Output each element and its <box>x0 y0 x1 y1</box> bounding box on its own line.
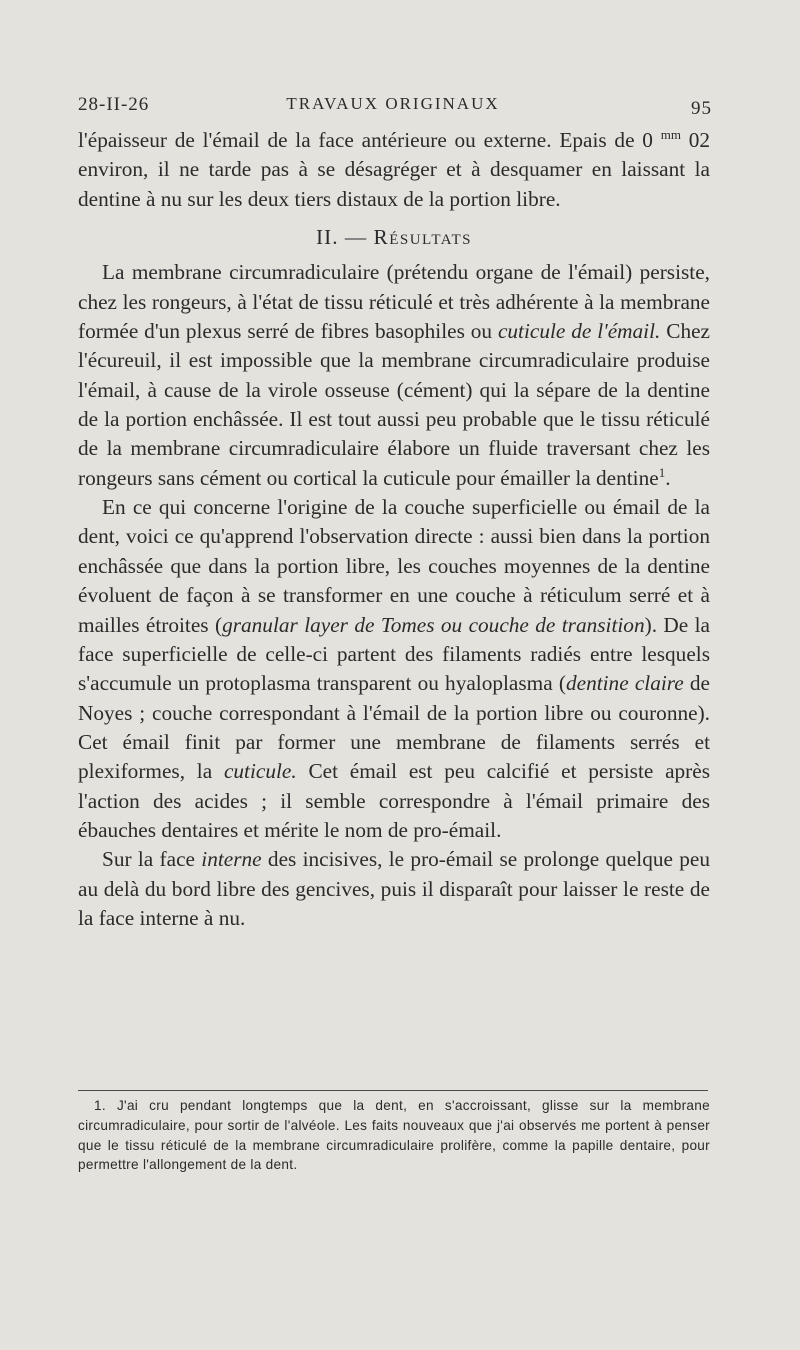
paragraph-1: l'épaisseur de l'émail de la face antérieure ou externe. Epais de 0 $^{mm}$ 02 environ, il ne tarde pas à se désagréger et à desquamer en laissant la dentine à nu sur les deux tiers distaux de la portion libre. <box>78 126 710 211</box>
unit-superscript: mm <box>660 126 681 142</box>
body-text <box>78 126 710 933</box>
paragraph-3: En ce qui concerne l'origine de la couche superficielle ou émail de la dent, voici ce qu'apprend l'observation directe : aussi bien dans la portion enchâssée que dans la portion libre, les couches moyennes de la dentine évoluent de façon à se transformer en une couche à réticulum serré et à mailles étroites (granular layer de Tomes ou couche de transition). De la face superficielle de celle-ci partent des filaments radiés entre lesquels s'accumule un protoplasma transparent ou hyaloplasma (dentine claire de Noyes ; couche correspondant à l'émail de la portion libre ou couronne). Cet émail finit par former une membrane de filaments serrés et plexiformes, la cuticule. Cet émail est peu calcifié et persiste après l'action des acides ; il semble correspondre à l'émail primaire des ébauches dentaires et mérite le nom de pro-émail. <box>78 495 711 842</box>
header-date: 28-II-26 <box>78 94 150 115</box>
footnote-text: 1. J'ai cru pendant longtemps que la dent, en s'accroissant, glisse sur la membrane circumradiculaire, pour sortir de l'alvéole. Les faits nouveaux que j'ai observés me portent à penser que le tissu réticulé de la membrane circumradiculaire prolifère, comme la papille dentaire, pour permettre l'allongement de la dent. <box>78 1098 710 1173</box>
header-title: TRAVAUX ORIGINAUX <box>286 94 500 113</box>
running-header <box>78 94 712 122</box>
section-heading: II. — Résultats <box>316 225 472 250</box>
footnote-ref: 1 <box>658 464 666 480</box>
page-number: 95 <box>691 98 712 119</box>
footnote <box>78 1096 710 1175</box>
paragraph-4: Sur la face interne des incisives, le pro-émail se prolonge quelque peu au delà du bord libre des gencives, puis il disparaît pour laisser le reste de la face interne à nu. <box>78 847 710 930</box>
paragraph-2: La membrane circumradiculaire (prétendu organe de l'émail) persiste, chez les rongeurs, à l'état de tissu réticulé et très adhérente à la membrane formée d'un plexus serré de fibres basophiles ou cuticule de l'émail. Chez l'écureuil, il est impossible que la membrane circumradiculaire produise l'émail, à cause de la virole osseuse (cément) qui la sépare de la dentine de la portion enchâssée. Il est tout aussi peu probable que le tissu réticulé de la membrane circumradiculaire élabore un fluide traversant chez les rongeurs sans cément ou cortical la cuticule pour émailler la dentine$^1$. <box>78 260 710 490</box>
section-title: Résultats <box>373 225 472 250</box>
footnote-rule <box>78 1090 708 1091</box>
